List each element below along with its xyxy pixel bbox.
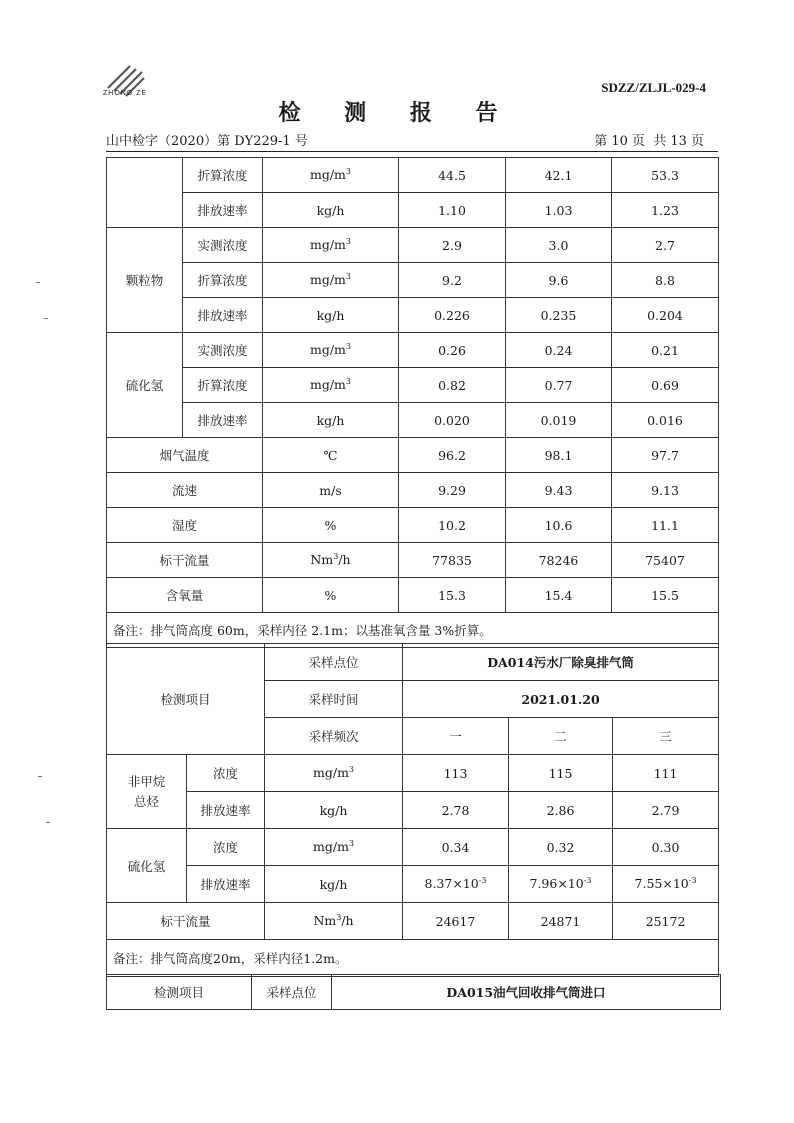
value-cell: 2.78 xyxy=(403,792,509,829)
emission-table-3 xyxy=(106,974,721,1010)
value-cell: 15.3 xyxy=(399,578,506,613)
value-cell: 24617 xyxy=(403,903,509,940)
value-cell: 15.5 xyxy=(612,578,719,613)
table-row xyxy=(107,903,719,940)
item-label: 实测浓度 xyxy=(183,333,263,368)
value-cell: $7.96\times 10^{-3}$ xyxy=(509,866,613,903)
table-row xyxy=(107,333,719,368)
table-row xyxy=(107,403,719,438)
value-cell: 1.23 xyxy=(612,193,719,228)
value-cell: 0.21 xyxy=(612,333,719,368)
value-cell: 2.7 xyxy=(612,228,719,263)
report-number: 山中检字（2020）第 DY229-1 号 xyxy=(106,134,308,149)
value-cell: 25172 xyxy=(613,903,719,940)
row-group-label xyxy=(107,158,183,228)
value-cell: 0.24 xyxy=(506,333,612,368)
value-cell: 24871 xyxy=(509,903,613,940)
frequency-cell: 一 xyxy=(403,718,509,755)
scan-mark xyxy=(36,282,40,283)
value-cell: 10.6 xyxy=(506,508,612,543)
table-row xyxy=(107,866,719,903)
unit-cell: % xyxy=(263,508,399,543)
page-current: 第 10 页 xyxy=(594,134,646,149)
page-total: 共 13 页 xyxy=(653,134,704,149)
row-group-label: 颗粒物 xyxy=(107,228,183,333)
unit-cell: kg/h xyxy=(265,792,403,829)
item-label: 排放速率 xyxy=(187,792,265,829)
value-cell: 3.0 xyxy=(506,228,612,263)
table-row xyxy=(107,158,719,193)
item-label: 实测浓度 xyxy=(183,228,263,263)
sampling-point-label: 采样点位 xyxy=(252,975,332,1010)
item-label: 浓度 xyxy=(187,829,265,866)
value-cell: 42.1 xyxy=(506,158,612,193)
detection-item-header: 检测项目 xyxy=(107,644,265,755)
value-cell: 96.2 xyxy=(399,438,506,473)
frequency-cell: 二 xyxy=(509,718,613,755)
unit-cell: $mg/m^3$ xyxy=(265,755,403,792)
scan-mark xyxy=(38,776,42,777)
value-cell: 9.2 xyxy=(399,263,506,298)
value-cell: 98.1 xyxy=(506,438,612,473)
value-cell: 115 xyxy=(509,755,613,792)
param-label: 烟气温度 xyxy=(107,438,263,473)
param-label: 流速 xyxy=(107,473,263,508)
sampling-time-label: 采样时间 xyxy=(265,681,403,718)
emission-table-2 xyxy=(106,643,719,977)
value-cell: 1.10 xyxy=(399,193,506,228)
sampling-point-label: 采样点位 xyxy=(265,644,403,681)
table-row xyxy=(107,473,719,508)
table-row xyxy=(107,298,719,333)
value-cell: 0.34 xyxy=(403,829,509,866)
value-cell: 15.4 xyxy=(506,578,612,613)
unit-cell: Nm$^3$/h xyxy=(265,903,403,940)
value-cell: 97.7 xyxy=(612,438,719,473)
table-header-row xyxy=(107,644,719,681)
row-group-label: 硫化氢 xyxy=(107,829,187,903)
value-cell: 0.204 xyxy=(612,298,719,333)
table-note: 备注：排气筒高度 60m，采样内径 2.1m；以基准氧含量 3%折算。 xyxy=(107,613,719,648)
table-row xyxy=(107,508,719,543)
value-cell: 0.020 xyxy=(399,403,506,438)
table-row xyxy=(107,755,719,792)
param-label: 含氧量 xyxy=(107,578,263,613)
value-cell: 53.3 xyxy=(612,158,719,193)
value-cell: 0.235 xyxy=(506,298,612,333)
value-cell: 9.43 xyxy=(506,473,612,508)
value-cell: $8.37\times 10^{-3}$ xyxy=(403,866,509,903)
item-label: 折算浓度 xyxy=(183,158,263,193)
unit-cell: Nm$^3$/h xyxy=(263,543,399,578)
value-cell: 8.8 xyxy=(612,263,719,298)
unit-cell: % xyxy=(263,578,399,613)
param-label: 湿度 xyxy=(107,508,263,543)
item-label: 浓度 xyxy=(187,755,265,792)
sampling-frequency-label: 采样频次 xyxy=(265,718,403,755)
value-cell: 2.86 xyxy=(509,792,613,829)
value-cell: 1.03 xyxy=(506,193,612,228)
table-row xyxy=(107,438,719,473)
table-header-row xyxy=(107,975,721,1010)
unit-cell: $mg/m^3$ xyxy=(263,333,399,368)
value-cell: 111 xyxy=(613,755,719,792)
row-group-label: 硫化氢 xyxy=(107,333,183,438)
value-cell: 75407 xyxy=(612,543,719,578)
unit-cell: m/s xyxy=(263,473,399,508)
table-row xyxy=(107,228,719,263)
frequency-cell: 三 xyxy=(613,718,719,755)
item-label: 排放速率 xyxy=(183,403,263,438)
table-row xyxy=(107,543,719,578)
table-row xyxy=(107,193,719,228)
value-cell: 0.32 xyxy=(509,829,613,866)
value-cell: 0.30 xyxy=(613,829,719,866)
table-note: 备注：排气筒高度20m，采样内径1.2m。 xyxy=(107,940,719,977)
item-label: 折算浓度 xyxy=(183,368,263,403)
table-row xyxy=(107,368,719,403)
table-note-row xyxy=(107,940,719,977)
value-cell: 77835 xyxy=(399,543,506,578)
value-cell: 9.6 xyxy=(506,263,612,298)
unit-cell: ℃ xyxy=(263,438,399,473)
value-cell: 9.13 xyxy=(612,473,719,508)
item-label: 排放速率 xyxy=(187,866,265,903)
value-cell: 0.226 xyxy=(399,298,506,333)
value-cell: 0.26 xyxy=(399,333,506,368)
header-rule xyxy=(106,151,718,152)
unit-cell: $mg/m^3$ xyxy=(263,158,399,193)
param-label: 标干流量 xyxy=(107,903,265,940)
table-row xyxy=(107,263,719,298)
unit-cell: kg/h xyxy=(263,298,399,333)
detection-item-header: 检测项目 xyxy=(107,975,252,1010)
unit-cell: $mg/m^3$ xyxy=(263,368,399,403)
value-cell: 2.9 xyxy=(399,228,506,263)
value-cell: 10.2 xyxy=(399,508,506,543)
scan-mark xyxy=(46,822,50,823)
value-cell: $7.55\times 10^{-3}$ xyxy=(613,866,719,903)
page-title: 检 测 报 告 xyxy=(278,100,516,126)
value-cell: 44.5 xyxy=(399,158,506,193)
unit-cell: $mg/m^3$ xyxy=(263,263,399,298)
unit-cell: $mg/m^3$ xyxy=(265,829,403,866)
table-row xyxy=(107,792,719,829)
value-cell: 113 xyxy=(403,755,509,792)
value-cell: 11.1 xyxy=(612,508,719,543)
table-row xyxy=(107,578,719,613)
value-cell: 0.016 xyxy=(612,403,719,438)
value-cell: 2.79 xyxy=(613,792,719,829)
logo-text: ZHONG ZE xyxy=(103,90,148,97)
document-code: SDZZ/ZLJL-029-4 xyxy=(601,80,706,95)
value-cell: 0.82 xyxy=(399,368,506,403)
value-cell: 0.69 xyxy=(612,368,719,403)
table-row xyxy=(107,829,719,866)
value-cell: 78246 xyxy=(506,543,612,578)
value-cell: 9.29 xyxy=(399,473,506,508)
unit-cell: kg/h xyxy=(263,403,399,438)
item-label: 排放速率 xyxy=(183,193,263,228)
sampling-time-value: 2021.01.20 xyxy=(403,681,719,718)
item-label: 排放速率 xyxy=(183,298,263,333)
sampling-point-value: DA014污水厂除臭排气筒 xyxy=(403,644,719,681)
emission-table-1 xyxy=(106,157,719,648)
page-number xyxy=(590,130,704,149)
scan-mark xyxy=(44,318,48,319)
sampling-point-value: DA015油气回收排气筒进口 xyxy=(332,975,721,1010)
unit-cell: $mg/m^3$ xyxy=(263,228,399,263)
row-group-label: 非甲烷总烃 xyxy=(107,755,187,829)
value-cell: 0.77 xyxy=(506,368,612,403)
value-cell: 0.019 xyxy=(506,403,612,438)
param-label: 标干流量 xyxy=(107,543,263,578)
item-label: 折算浓度 xyxy=(183,263,263,298)
unit-cell: kg/h xyxy=(265,866,403,903)
unit-cell: kg/h xyxy=(263,193,399,228)
